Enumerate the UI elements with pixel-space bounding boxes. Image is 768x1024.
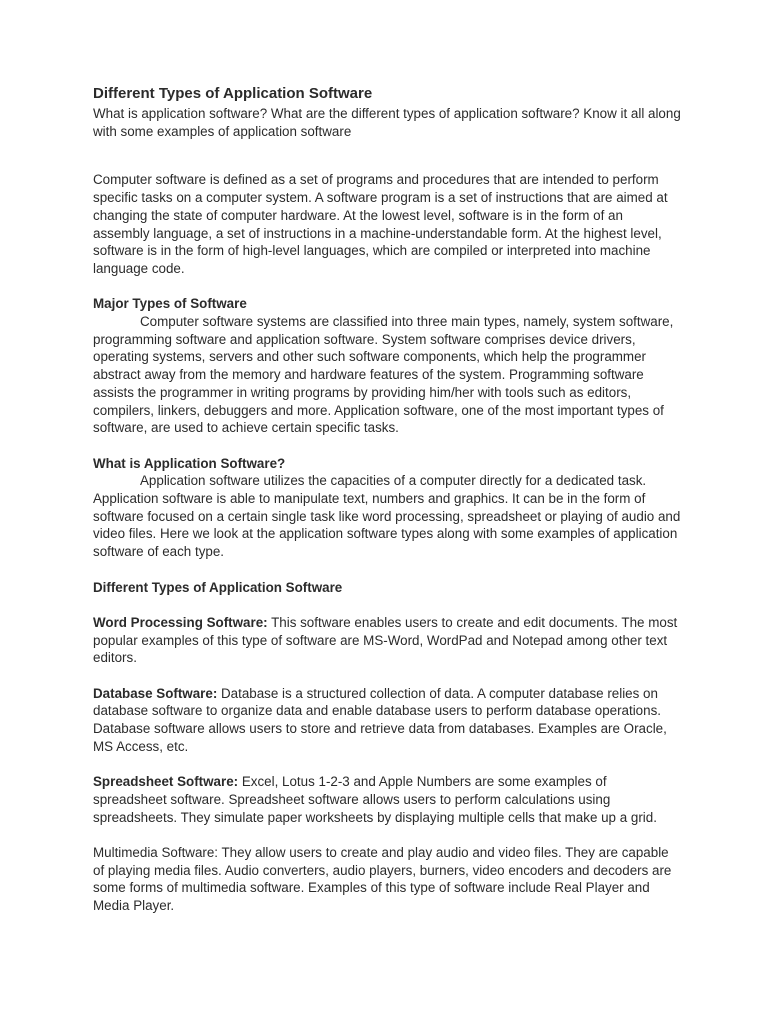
- database-paragraph: [93, 685, 683, 756]
- document-title: Different Types of Application Software: [93, 85, 373, 102]
- spacer: [93, 140, 683, 171]
- what-is-heading: What is Application Software?: [93, 455, 286, 471]
- what-is-body: Application software utilizes the capacities of a computer directly for a dedicated task. Application software is able to manipulate text, numbers and graphics. It can be in the form of software focused on a certain single task like word processing, spreadsheet or playing of audio and video files. Here we look at the application software types along with some examples of application software of each type.: [93, 473, 681, 560]
- spreadsheet-body: Excel, Lotus 1-2-3 and Apple Numbers are some examples of spreadsheet software. Spreadsheet software allows users to perform calculations using spreadsheets. They simulate paper worksheets by displaying multiple cells that make up a grid.: [93, 774, 657, 825]
- major-types-heading: Major Types of Software: [93, 296, 247, 312]
- word-processing-paragraph: [93, 614, 683, 667]
- spacer: [93, 756, 683, 774]
- database-term: Database Software:: [93, 685, 218, 701]
- word-processing-body: This software enables users to create and edit documents. The most popular examples of this type of software are MS-Word, WordPad and Notepad among other text editors.: [93, 614, 678, 666]
- intro-paragraph: Computer software is defined as a set of programs and procedures that are intended to perform specific tasks on a computer system. A software program is a set of instructions that are aimed at changing the state of computer hardware. At the lowest level, software is in the form of an assembly language, a set of instructions in a machine-understandable form. At the highest level, software is in the form of high-level languages, which are compiled or interpreted into machine language code.: [93, 172, 668, 276]
- spacer: [93, 437, 683, 455]
- major-types-body: Computer software systems are classified into three main types, namely, system software, programming software and application software. System software comprises device drivers, operating systems, servers and other such software components, which help the programmer abstract away from the memory and hardware features of the system. Programming software assists the programmer in writing programs by providing him/her with tools such as editors, compilers, linkers, debuggers and more. Application software, one of the most important types of software, are used to achieve certain specific tasks.: [93, 314, 674, 436]
- multimedia-paragraph: Multimedia Software: They allow users to create and play audio and video files. They are capable of playing media files. Audio converters, audio players, burners, video encoders and decoders are some forms of multimedia software. Examples of this type of software include Real Player and Media Player.: [93, 845, 672, 914]
- spreadsheet-term: Spreadsheet Software:: [93, 774, 239, 790]
- types-heading: Different Types of Application Software: [93, 579, 343, 595]
- major-types-paragraph: [93, 313, 683, 437]
- document-subtitle: What is application software? What are the different types of application software? Know it all along with some examples of application software: [93, 106, 681, 139]
- word-processing-term: Word Processing Software:: [93, 614, 268, 630]
- spacer: [93, 278, 683, 296]
- spacer: [93, 561, 683, 579]
- document-page: [93, 84, 683, 915]
- spacer: [93, 667, 683, 685]
- spacer: [93, 596, 683, 614]
- what-is-paragraph: [93, 472, 683, 561]
- spreadsheet-paragraph: [93, 773, 683, 826]
- spacer: [93, 826, 683, 844]
- database-body: Database is a structured collection of data. A computer database relies on database software to organize data and enable database users to perform database operations. Database software allows users to store and retrieve data from databases. Examples are Oracle, MS Access, etc.: [93, 685, 667, 754]
